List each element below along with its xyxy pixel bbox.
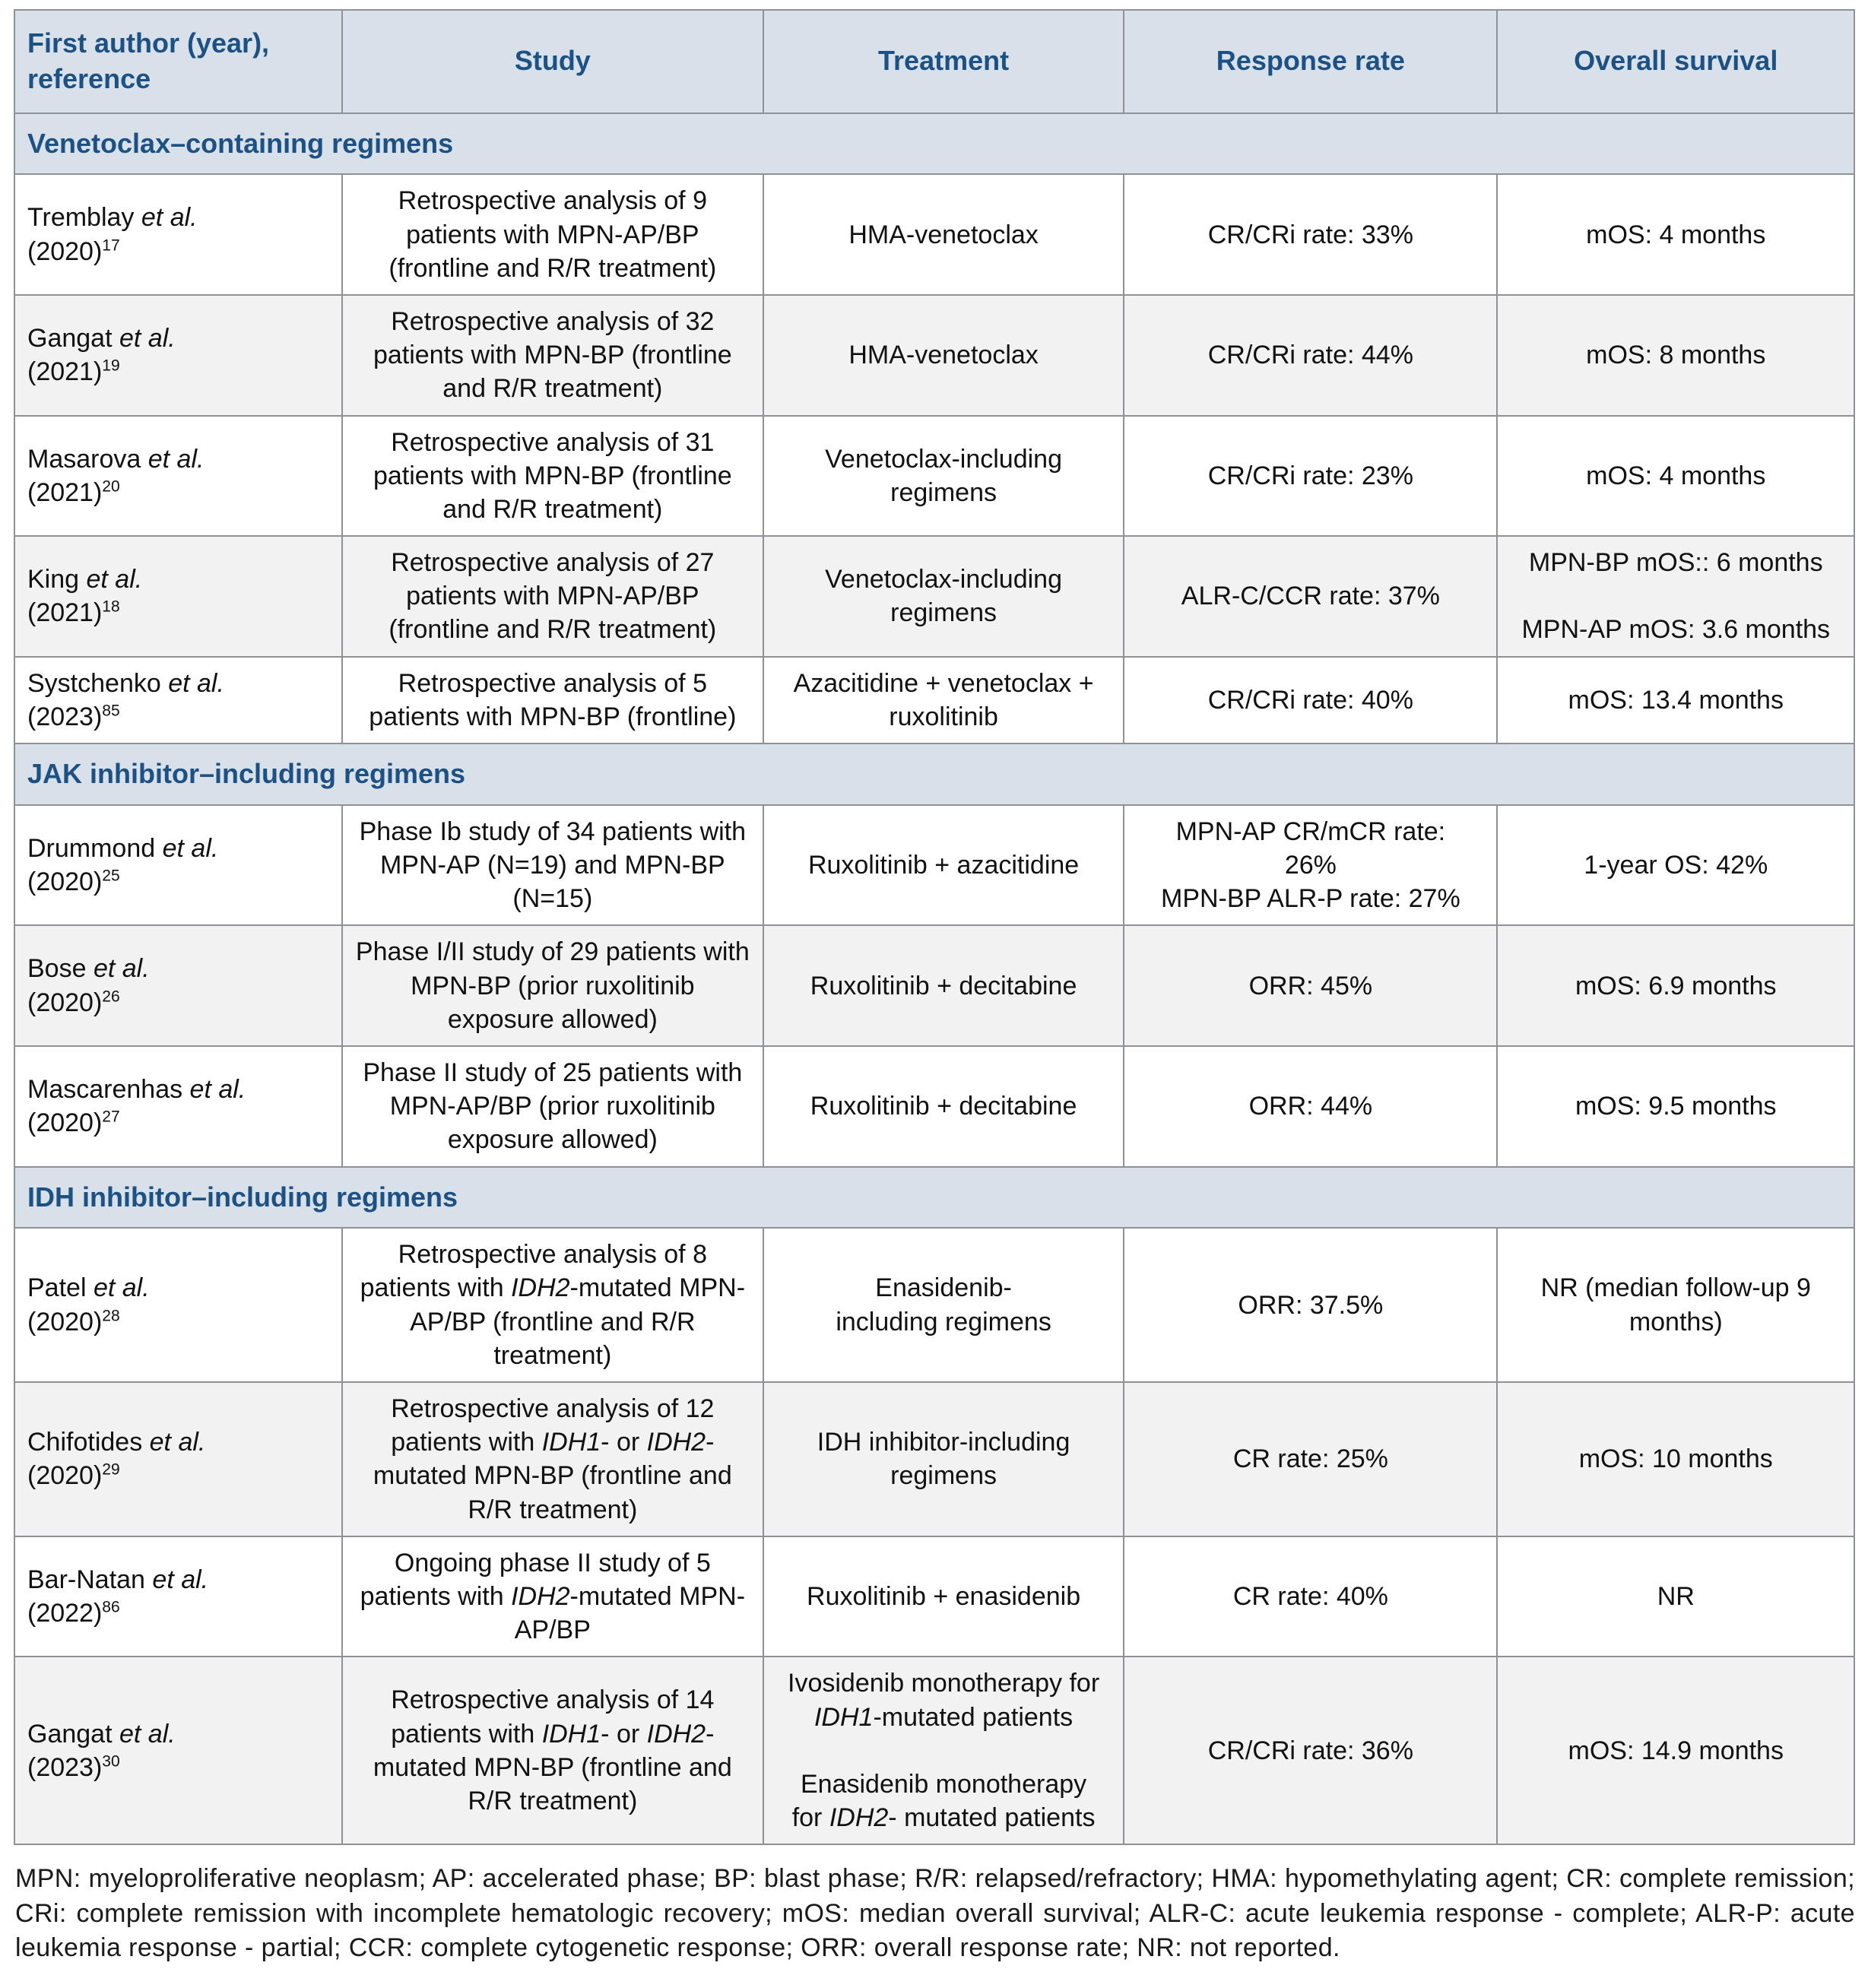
column-header-overall-survival: Overall survival xyxy=(1497,10,1854,113)
study-cell: Retrospective analysis of 9 patients with MPN-AP/BP (frontline and R/R treatment) xyxy=(342,174,763,295)
column-header-treatment: Treatment xyxy=(763,10,1124,113)
treatment-cell: HMA-venetoclax xyxy=(763,295,1124,416)
table-row xyxy=(14,1382,1854,1536)
table-row xyxy=(14,657,1854,744)
column-header-response-rate: Response rate xyxy=(1124,10,1497,113)
treatment-cell: Azacitidine + venetoclax + ruxolitinib xyxy=(763,657,1124,744)
author-cell: Bose et al. $(2020)^{26}$ xyxy=(14,925,342,1046)
response-cell: ORR: 37.5% xyxy=(1124,1228,1497,1382)
response-cell: MPN-AP CR/mCR rate: 26% MPN-BP ALR-P rate: 27% xyxy=(1124,805,1497,926)
survival-cell: NR xyxy=(1497,1536,1854,1657)
study-cell: Retrospective analysis of 8 patients with IDH2-mutated MPN-AP/BP (frontline and R/R treatment) xyxy=(342,1228,763,1382)
treatment-cell: IDH inhibitor-including regimens xyxy=(763,1382,1124,1536)
footnote: MPN: myeloproliferative neoplasm; AP: accelerated phase; BP: blast phase; R/R: relapsed/refractory; HMA: hypomethylating agent; CR: complete remission; CRi: complete remission with incomplete hematologic recovery; mOS: median overall survival; ALR-C: acute leukemia response - complete; ALR-P: acute leukemia response - partial; CCR: complete cytogenetic response; ORR: overall response rate; NR: not reported. xyxy=(15,1864,1855,1962)
header-row xyxy=(14,10,1854,113)
table-body xyxy=(14,113,1854,1845)
table-row xyxy=(14,925,1854,1046)
response-cell: CR/CRi rate: 23% xyxy=(1124,416,1497,537)
survival-cell: mOS: 13.4 months xyxy=(1497,657,1854,744)
section-header-row xyxy=(14,744,1854,805)
author-cell: Bar-Natan et al. $(2022)^{86}$ xyxy=(14,1536,342,1657)
treatment-cell: Ruxolitinib + decitabine xyxy=(763,1046,1124,1167)
section-header-row xyxy=(14,113,1854,175)
survival-cell: mOS: 8 months xyxy=(1497,295,1854,416)
column-header-author: First author (year), reference xyxy=(14,10,342,113)
table-row xyxy=(14,805,1854,926)
table-row xyxy=(14,1228,1854,1382)
response-cell: CR/CRi rate: 40% xyxy=(1124,657,1497,744)
survival-cell: MPN-BP mOS:: 6 months MPN-AP mOS: 3.6 months xyxy=(1497,536,1854,657)
treatment-outcomes-table xyxy=(14,9,1855,1845)
study-cell: Retrospective analysis of 12 patients with IDH1- or IDH2-mutated MPN-BP (frontline and R/R treatment) xyxy=(342,1382,763,1536)
author-cell: Tremblay et al. $(2020)^{17}$ xyxy=(14,174,342,295)
table-row xyxy=(14,295,1854,416)
response-cell: ALR-C/CCR rate: 37% xyxy=(1124,536,1497,657)
treatment-cell: Venetoclax-including regimens xyxy=(763,536,1124,657)
study-cell: Retrospective analysis of 31 patients with MPN-BP (frontline and R/R treatment) xyxy=(342,416,763,537)
author-cell: Systchenko et al. $(2023)^{85}$ xyxy=(14,657,342,744)
survival-cell: mOS: 14.9 months xyxy=(1497,1657,1854,1844)
survival-cell: 1-year OS: 42% xyxy=(1497,805,1854,926)
study-cell: Retrospective analysis of 32 patients with MPN-BP (frontline and R/R treatment) xyxy=(342,295,763,416)
author-cell: Gangat et al. $(2023)^{30}$ xyxy=(14,1657,342,1844)
author-cell: Patel et al. $(2020)^{28}$ xyxy=(14,1228,342,1382)
response-cell: CR/CRi rate: 36% xyxy=(1124,1657,1497,1844)
author-cell: King et al. $(2021)^{18}$ xyxy=(14,536,342,657)
response-cell: ORR: 44% xyxy=(1124,1046,1497,1167)
treatment-cell: Venetoclax-including regimens xyxy=(763,416,1124,537)
treatment-cell: Enasidenib- including regimens xyxy=(763,1228,1124,1382)
table-row xyxy=(14,536,1854,657)
response-cell: CR/CRi rate: 44% xyxy=(1124,295,1497,416)
survival-cell: mOS: 4 months xyxy=(1497,416,1854,537)
author-cell: Mascarenhas et al. $(2020)^{27}$ xyxy=(14,1046,342,1167)
survival-cell: mOS: 4 months xyxy=(1497,174,1854,295)
author-cell: Drummond et al. $(2020)^{25}$ xyxy=(14,805,342,926)
study-cell: Phase Ib study of 34 patients with MPN-AP (N=19) and MPN-BP (N=15) xyxy=(342,805,763,926)
study-cell: Phase II study of 25 patients with MPN-AP/BP (prior ruxolitinib exposure allowed) xyxy=(342,1046,763,1167)
section-title: IDH inhibitor–including regimens xyxy=(14,1167,1854,1229)
survival-cell: mOS: 10 months xyxy=(1497,1382,1854,1536)
treatment-cell: HMA-venetoclax xyxy=(763,174,1124,295)
table-row xyxy=(14,1657,1854,1844)
treatment-cell: Ruxolitinib + enasidenib xyxy=(763,1536,1124,1657)
treatment-cell: Ivosidenib monotherapy for IDH1-mutated patients Enasidenib monotherapy for IDH2- mutated patients xyxy=(763,1657,1124,1844)
study-cell: Phase I/II study of 29 patients with MPN-BP (prior ruxolitinib exposure allowed) xyxy=(342,925,763,1046)
study-cell: Retrospective analysis of 5 patients with MPN-BP (frontline) xyxy=(342,657,763,744)
response-cell: CR rate: 40% xyxy=(1124,1536,1497,1657)
section-header-row xyxy=(14,1167,1854,1229)
author-cell: Gangat et al. $(2021)^{19}$ xyxy=(14,295,342,416)
author-cell: Chifotides et al. $(2020)^{29}$ xyxy=(14,1382,342,1536)
response-cell: ORR: 45% xyxy=(1124,925,1497,1046)
survival-cell: mOS: 9.5 months xyxy=(1497,1046,1854,1167)
treatment-cell: Ruxolitinib + azacitidine xyxy=(763,805,1124,926)
treatment-cell: Ruxolitinib + decitabine xyxy=(763,925,1124,1046)
table-row xyxy=(14,1046,1854,1167)
study-cell: Retrospective analysis of 14 patients with IDH1- or IDH2-mutated MPN-BP (frontline and R/R treatment) xyxy=(342,1657,763,1844)
study-cell: Ongoing phase II study of 5 patients with IDH2-mutated MPN-AP/BP xyxy=(342,1536,763,1657)
column-header-study: Study xyxy=(342,10,763,113)
author-cell: Masarova et al. $(2021)^{20}$ xyxy=(14,416,342,537)
survival-cell: NR (median follow-up 9 months) xyxy=(1497,1228,1854,1382)
table-row xyxy=(14,416,1854,537)
response-cell: CR rate: 25% xyxy=(1124,1382,1497,1536)
table-row xyxy=(14,174,1854,295)
table-row xyxy=(14,1536,1854,1657)
section-title: Venetoclax–containing regimens xyxy=(14,113,1854,175)
study-cell: Retrospective analysis of 27 patients with MPN-AP/BP (frontline and R/R treatment) xyxy=(342,536,763,657)
response-cell: CR/CRi rate: 33% xyxy=(1124,174,1497,295)
section-title: JAK inhibitor–including regimens xyxy=(14,744,1854,805)
survival-cell: mOS: 6.9 months xyxy=(1497,925,1854,1046)
